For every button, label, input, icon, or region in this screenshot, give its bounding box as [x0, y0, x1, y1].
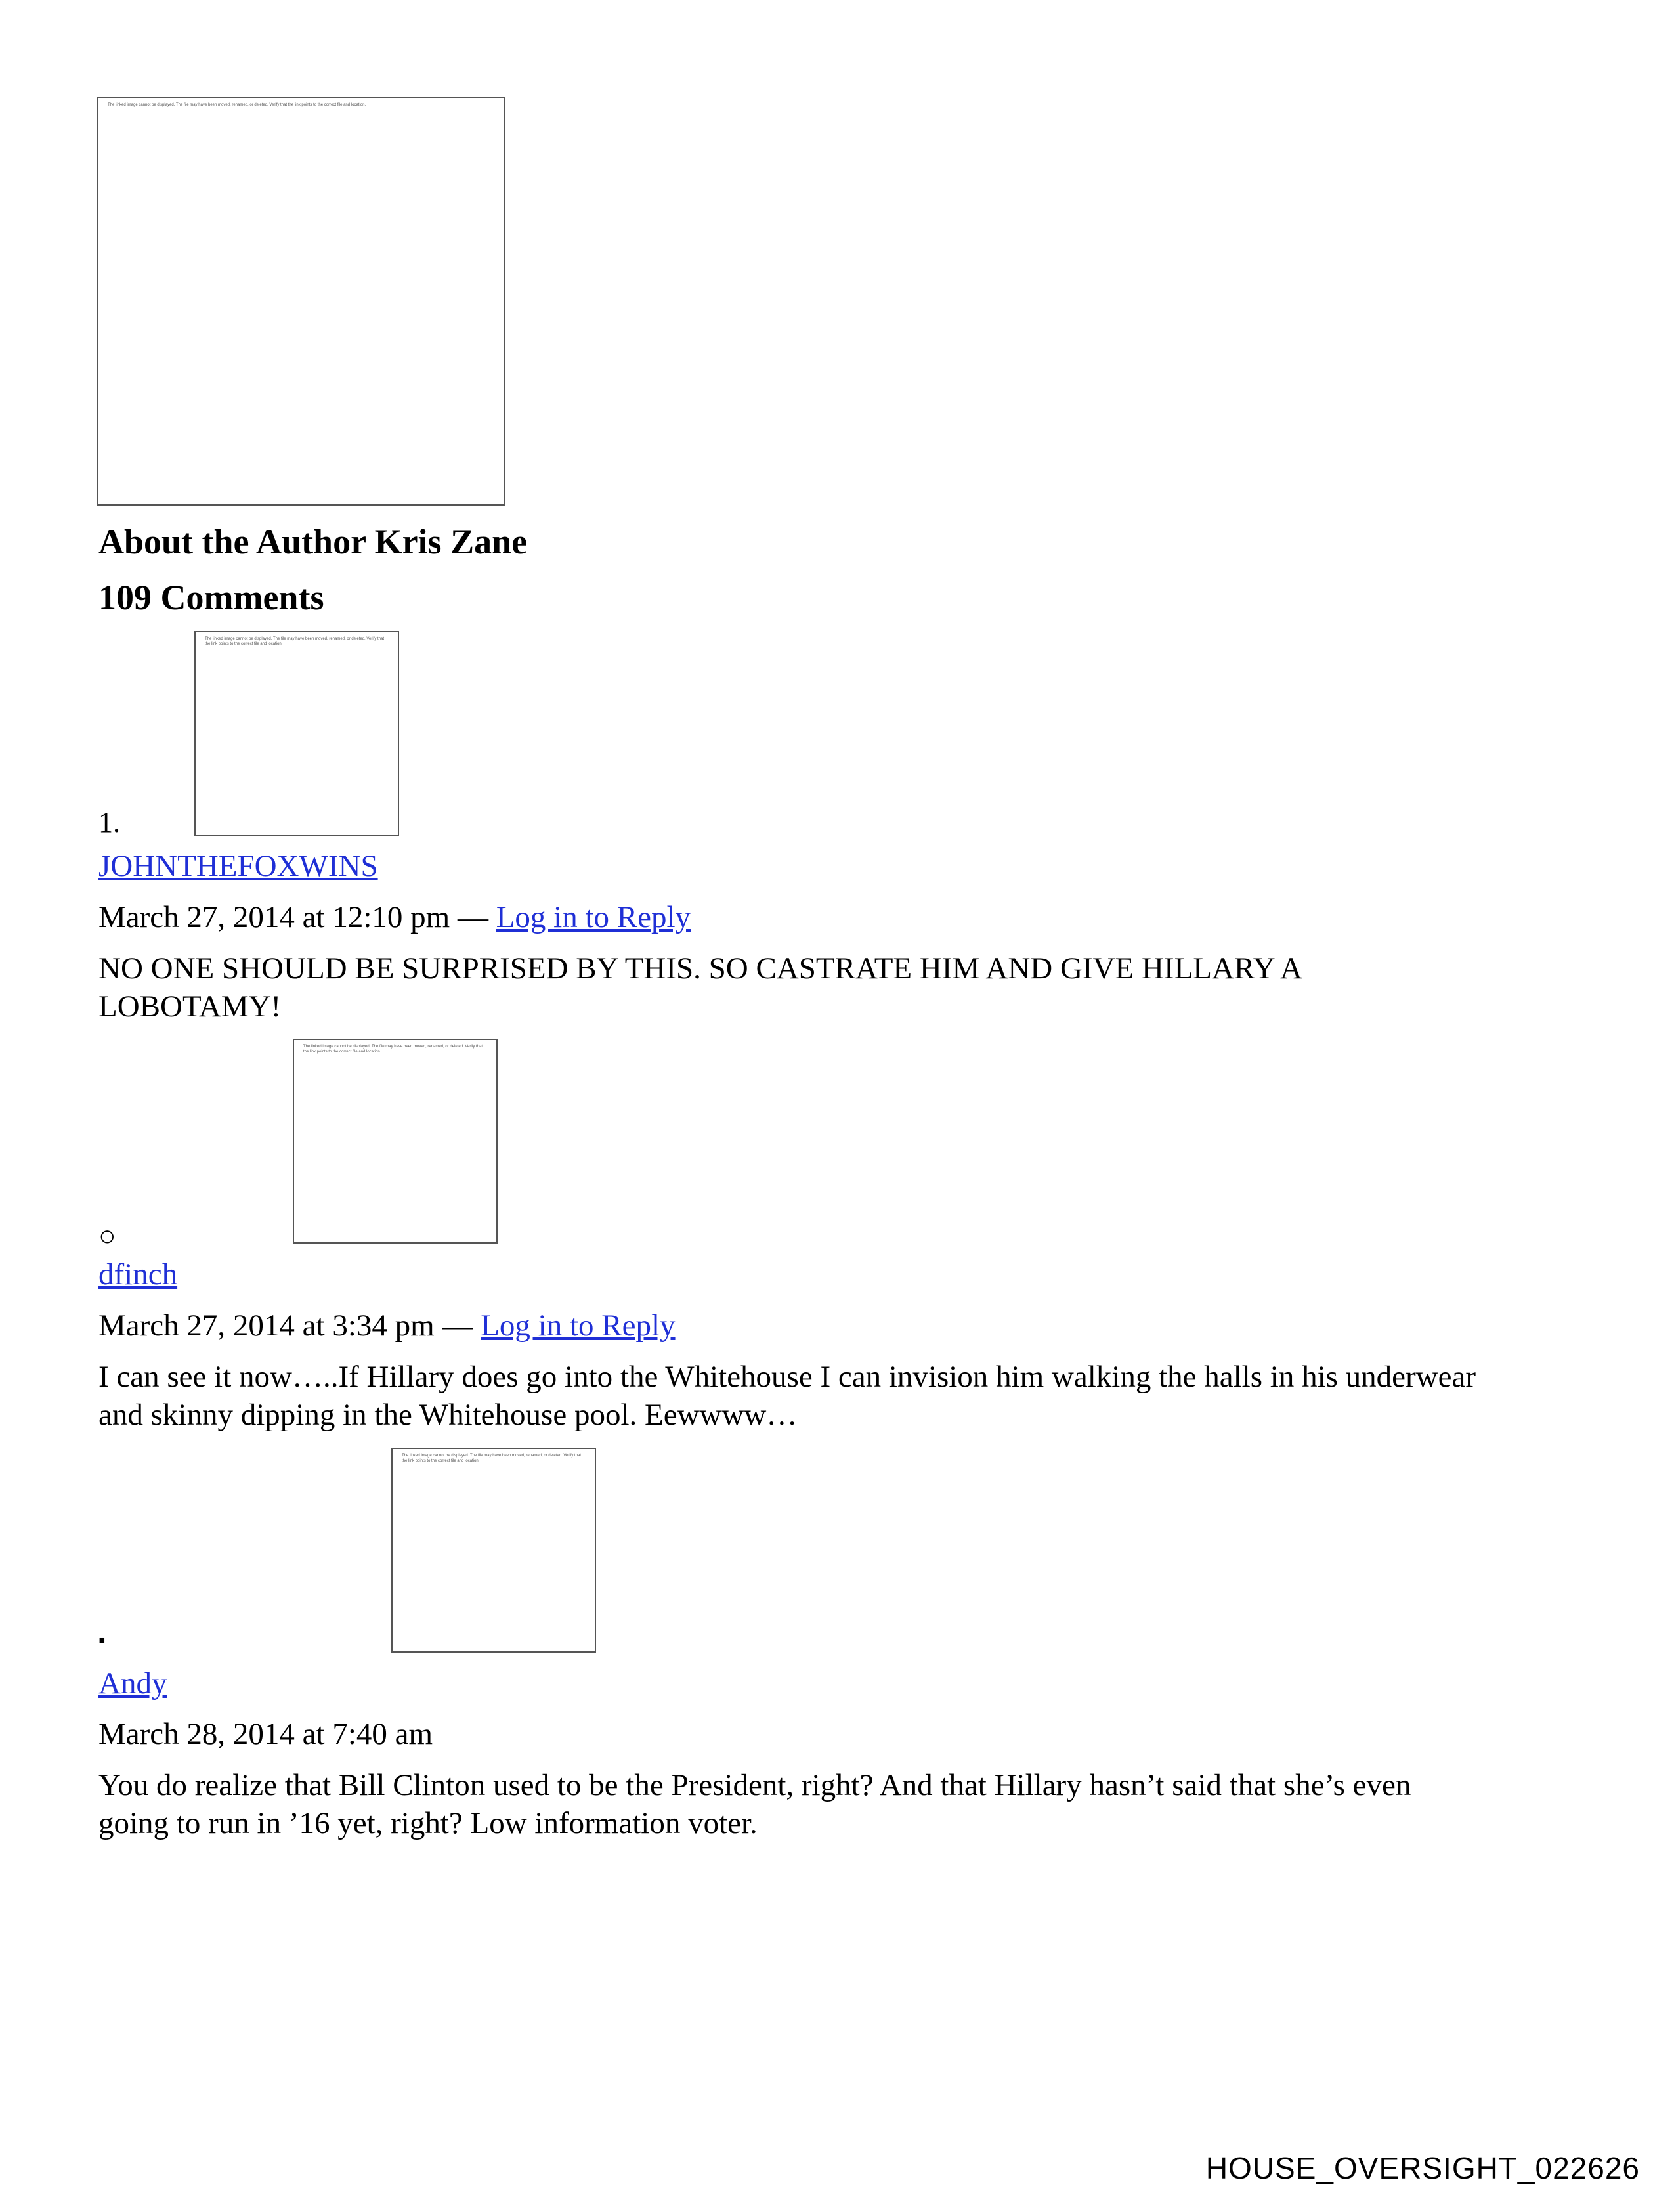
comment-avatar-image	[293, 1039, 498, 1244]
comment-author-link[interactable]: Andy	[98, 1666, 167, 1701]
comment-body	[98, 1766, 1411, 1842]
comment-body-line: I can see it now…..If Hillary does go into the Whitehouse I can invision him walking the halls in his underwear	[98, 1360, 1476, 1394]
comment-body-line: LOBOTAMY!	[98, 989, 282, 1024]
log-in-to-reply-link[interactable]: Log in to Reply	[496, 900, 691, 934]
comment-meta	[98, 898, 691, 936]
comment-meta	[98, 1307, 676, 1345]
comments-count-heading: 109 Comments	[98, 578, 324, 617]
comment-meta-separator: —	[442, 1309, 473, 1343]
comment-body-line: NO ONE SHOULD BE SURPRISED BY THIS. SO CASTRATE HIM AND GIVE HILLARY A	[98, 951, 1302, 986]
log-in-to-reply-link[interactable]: Log in to Reply	[481, 1309, 676, 1343]
comment-body	[98, 949, 1302, 1026]
comment-body-line: You do realize that Bill Clinton used to be the President, right? And that Hillary hasn’t said that she’s even	[98, 1768, 1411, 1802]
comment-author-link[interactable]: dfinch	[98, 1257, 178, 1291]
comment-list-marker: ▪	[98, 1630, 106, 1651]
author-image	[97, 97, 505, 506]
comment-date: March 27, 2014 at 12:10 pm	[98, 900, 450, 934]
comment-meta-separator: —	[457, 900, 488, 934]
broken-image-text: The linked image cannot be displayed. The file may have been moved, renamed, or deleted. Verify that the link points to the correct file and location.	[108, 103, 366, 107]
comment-date: March 28, 2014 at 7:40 am	[98, 1717, 433, 1751]
comment-body	[98, 1358, 1476, 1434]
broken-image-text: The linked image cannot be displayed. The file may have been moved, renamed, or deleted. Verify that the link points to the correct file and location.	[205, 637, 385, 646]
comment-author-link[interactable]: JOHNTHEFOXWINS	[98, 849, 378, 883]
comment-date: March 27, 2014 at 3:34 pm	[98, 1309, 435, 1343]
broken-image-text: The linked image cannot be displayed. The file may have been moved, renamed, or deleted. Verify that the link points to the correct file and location.	[402, 1454, 582, 1463]
comment-body-line: going to run in ’16 yet, right? Low information voter.	[98, 1806, 758, 1840]
comment-list-marker: ○	[98, 1220, 116, 1252]
comment-avatar-image	[194, 631, 399, 836]
comment-avatar-image	[391, 1448, 596, 1653]
comment-body-line: and skinny dipping in the Whitehouse pool. Eewwww…	[98, 1398, 798, 1432]
comment-list-marker: 1.	[98, 806, 120, 838]
comment-meta	[98, 1715, 433, 1753]
about-author-heading: About the Author Kris Zane	[98, 522, 528, 561]
broken-image-text: The linked image cannot be displayed. The file may have been moved, renamed, or deleted. Verify that the link points to the correct file and location.	[303, 1045, 483, 1054]
document-id-footer: HOUSE_OVERSIGHT_022626	[1205, 2151, 1640, 2185]
